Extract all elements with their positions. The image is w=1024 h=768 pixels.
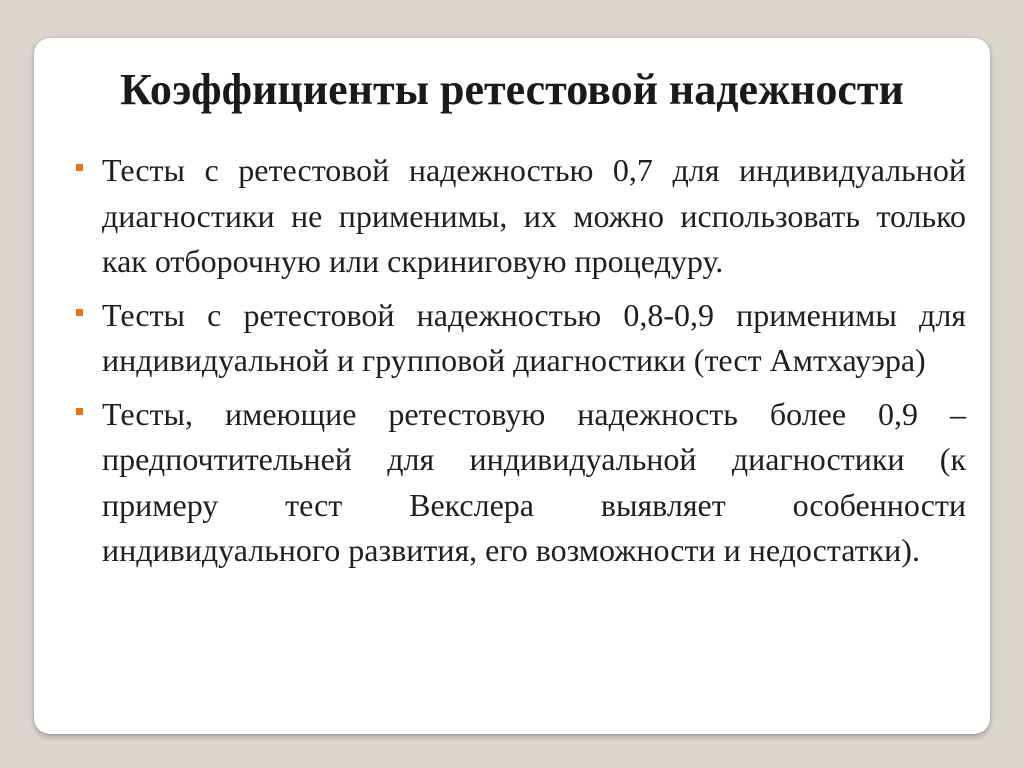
square-bullet-icon xyxy=(76,164,83,171)
square-bullet-icon xyxy=(76,408,83,415)
square-bullet-icon xyxy=(76,309,83,316)
bullet-item xyxy=(74,392,966,574)
slide-title: Коэффициенты ретестовой надежности xyxy=(120,65,904,114)
bullet-item xyxy=(74,148,966,285)
bullet-text: Тесты, имеющие ретестовую надежность более 0,9 – предпочтительней для индивидуальной диагностики (к примеру тест Векслера выявляет особенности индивидуального развития, его возможности и недостатки). xyxy=(102,395,966,568)
bullet-list xyxy=(74,148,966,582)
bullet-text: Тесты с ретестовой надежностью 0,8-0,9 применимы для индивидуальной и групповой диагностики (тест Амтхауэра) xyxy=(102,296,966,378)
bullet-item xyxy=(74,293,966,384)
bullet-text: Тесты с ретестовой надежностью 0,7 для индивидуальной диагностики не применимы, их можно использовать только как отборочную или скриниговую процедуру. xyxy=(102,152,966,279)
